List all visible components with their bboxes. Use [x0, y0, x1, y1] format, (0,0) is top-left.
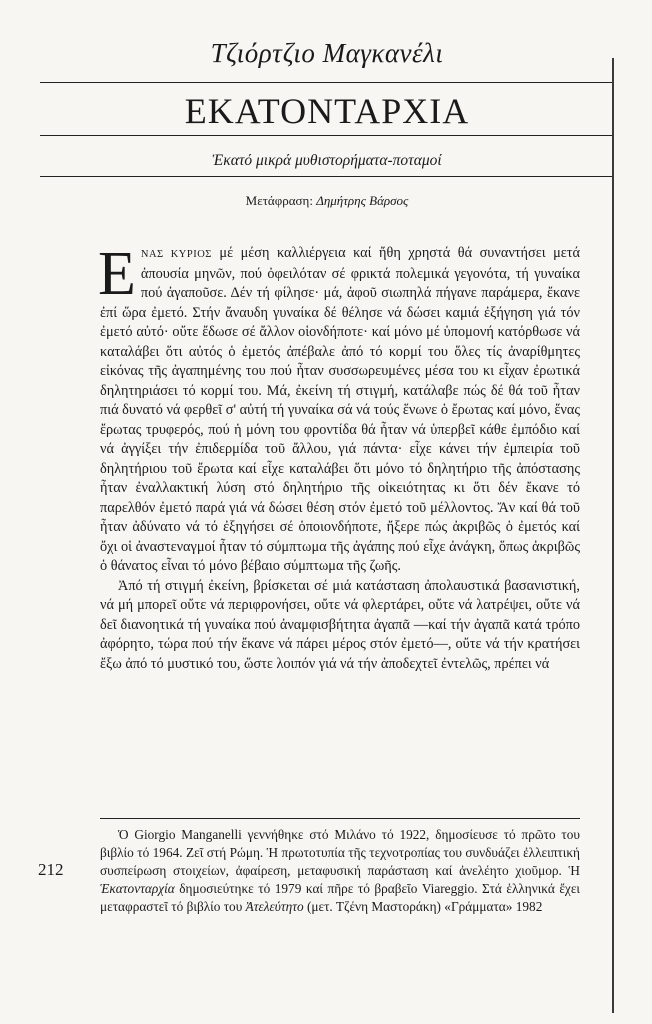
author-name: Τζιόρτζιο Μαγκανέλι [210, 38, 444, 68]
body-text [98, 240, 580, 674]
rule-mid [40, 135, 612, 136]
translator-label: Μετάφραση: [245, 193, 313, 208]
small-caps-opening: ΝΑΣ ΚΥΡΙΟΣ [140, 249, 212, 260]
paragraph-1 [98, 240, 580, 577]
translator-line [40, 193, 614, 209]
footnote [100, 826, 580, 916]
paragraph-2: Ἀπό τή στιγμή ἐκείνη, βρίσκεται σέ μιά κατάσταση ἀπολαυστικά βασανιστική, νά μή μπορεῖ οὔτε νά περιφρονήσει, οὔτε νά φλερτάρει, οὔτε νά λατρέψει, οὔτε νά δεῖ διανοητικά τή γυναίκα πού ἀναμφισβήτητα ἀγαπᾶ —καί τήν ἀγαπᾶ κατά τρόπο ἀφόρητο, τώρα πού τήν ἔκανε νά πάρει μέρος στόν ἐμετό—, οὔτε νά τήν κρατήσει ἔξω ἀπό τό μυστικό του, ὥστε λοιπόν γιά νά τήν ἀποδεχτεῖ ἐντελῶς, πρέπει νά [100, 577, 580, 672]
subtitle: Ἑκατό μικρά μυθιστορήματα-ποταμοί [212, 152, 442, 169]
page-title: ΕΚΑΤΟΝΤΑΡΧΙΑ [184, 91, 470, 131]
paragraph-1-text: μέ μέση καλλιέργεια καί ἤθη χρηστά θά συναντήσει μετά ἀπουσία μηνῶν, πού ὀφειλόταν σέ φρικτά πολεμικά γεγονότα, τή γυναίκα πού ἀγαποῦσε. Δέν τή φίλησε· μά, ἀφοῦ σιωπηλά πήγανε παράμερα, ἔκανε ἐπί ὥρα ἐμετό. Στήν ἄναυδη γυναίκα δέ θέλησε νά δώσει καμιά ἐξήγηση γιά τόν ἐμετό αὐτό· οὔτε ἔδωσε σέ ἄλλον οἱονδήποτε· καί μόνο μέ ὑπομονή κατόρθωσε νά καταλάβει ὅτι αὐτός ὁ ἐμετός ἀπέβαλε ἀπό τό κορμί του ὅλες τίς ἀναρίθμητες εἰκόνας τῆς ἀγαπημένης του πού ἦταν συσσωρευμένες μέσα του κι εἶχαν ἐρωτικά δηλητηριάσει τό κορμί του. Μά, ἐκείνη τή στιγμή, κατάλαβε πώς δέ θά τοῦ ἦταν πιά δυνατό νά φερθεῖ σ' αὐτή τή γυναίκα σά νά τούς ἕνωνε ὁ ἔρωτας καί μόνο, ἕνας ἔρωτας τρυφερός, πού ἡ μόνη του φροντίδα θά ἦταν νά ὑπερβεῖ κάθε ἐμπόδιο καί νά ἀγγίξει τήν ἐπιδερμίδα τοῦ ἄλλου, γιά πάντα· εἶχε κάνει τήν ἐμπειρία τοῦ δηλητήριου τοῦ ἔρωτα καί εἶχε καταλάβει ὅτι μόνο τό δηλητήριο τῆς ἀπόστασης ἦταν ἐναλλακτική λύση στό δηλητήριο τῆς οἰκειότητας κι ὅτι δέν ἔκανε τό παρελθόν ἐμετό παρά γιά νά δώσει θέση στόν ἐμετό τοῦ μέλλοντος. Ἄν καί θά τοῦ ἦταν ἀδύνατο νά τό ἐξηγήσει σέ ὁποιονδήποτε, ἤξερε πώς ἀκριβῶς ὁ ἐμετός καί ὄχι οἱ ἀναστεναγμοί ἦταν τό σύμπτωμα τῆς ἀγάπης πού εἶχε ἀνάγκη, ὅπως ἀκριβῶς ὁ θάνατος εἶναι τό μόνο βέβαιο σύμπτωμα τῆς ζωῆς. [100, 245, 580, 574]
footnote-italic-2: Ἀτελεύτητο [245, 899, 304, 914]
footnote-text-3: (μετ. Τζένη Μαστοράκη) «Γράμματα» 1982 [303, 899, 543, 914]
rule-top [40, 82, 612, 83]
page-number: 212 [38, 860, 64, 879]
footnote-italic-1: Ἑκατονταρχία [100, 881, 175, 896]
drop-cap: Ε [98, 240, 136, 308]
footnote-text-2: δημοσιεύτηκε τό 1979 καί πῆρε τό βραβεῖο Viareggio. Στά ἑλληνικά ἔχει μεταφραστεῖ τό βιβλίο του [100, 881, 580, 914]
rule-bottom [40, 176, 612, 177]
translator-name: Δημήτρης Βάρσος [316, 193, 409, 208]
footnote-text-1: Ὁ Giorgio Manganelli γεννήθηκε στό Μιλάνο τό 1922, δημοσίευσε τό πρῶτο του βιβλίο τό 1964. Ζεῖ στή Ρώμη. Ἡ πρωτοτυπία τῆς τεχνοτροπίας του συνδυάζει ἐλλειπτική συσπείρωση στοιχείων, ἀφαίρεση, μεταφυσική παράσταση καί ἀνελέητο χιοῦμορ. Ἡ [100, 827, 580, 878]
footnote-rule [100, 818, 580, 819]
